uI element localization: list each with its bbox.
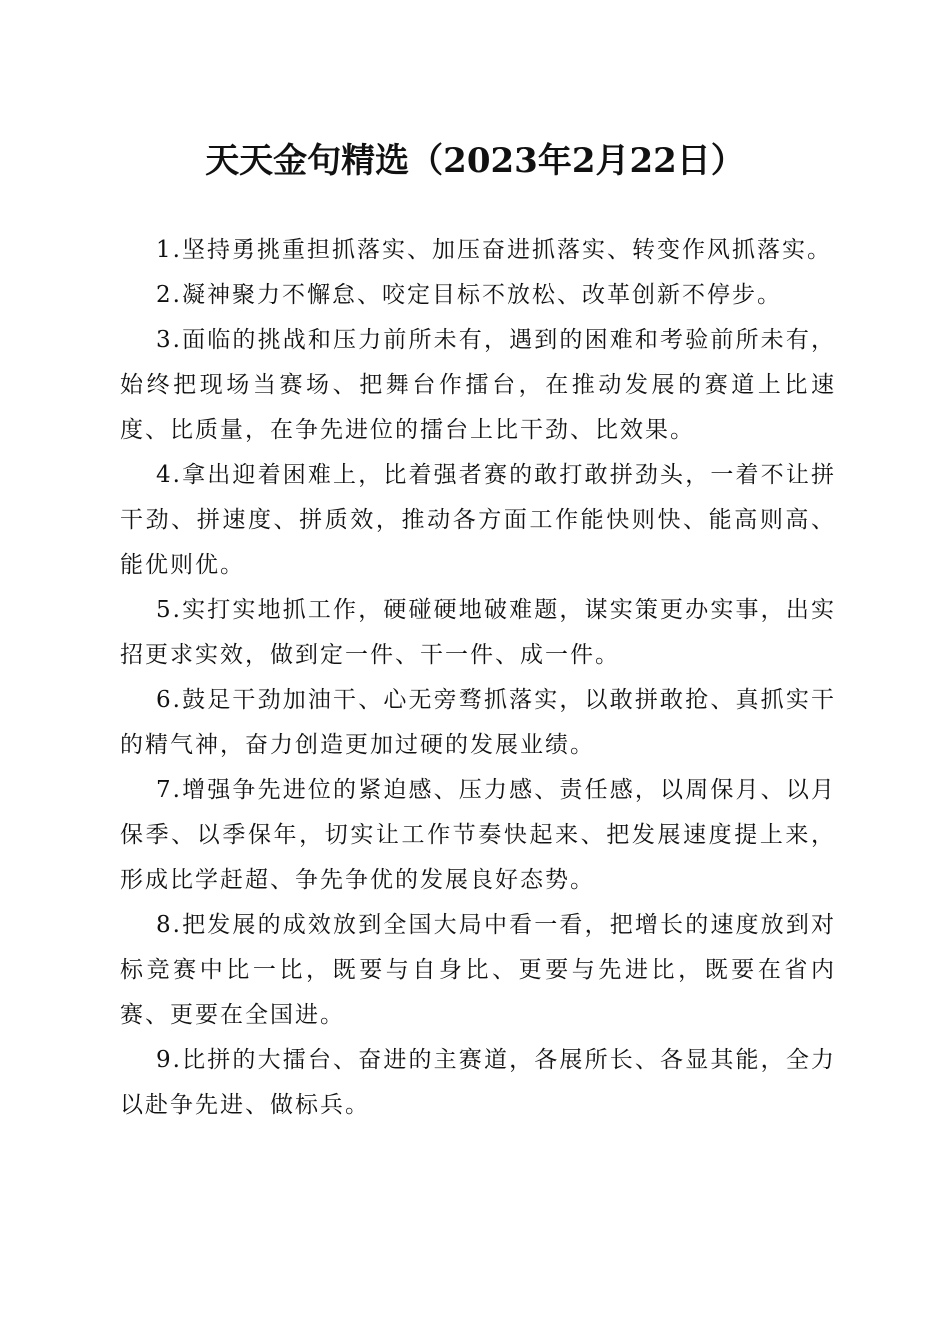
quote-item-4: 4.拿出迎着困难上，比着强者赛的敢打敢拼劲头，一着不让拼干劲、拼速度、拼质效，推动各方面工作能快则快、能高则高、能优则优。 [120,462,836,578]
quote-item-7: 7.增强争先进位的紧迫感、压力感、责任感，以周保月、以月保季、以季保年，切实让工作节奏快起来、把发展速度提上来，形成比学赶超、争先争优的发展良好态势。 [120,777,836,893]
quote-item-9: 9.比拼的大擂台、奋进的主赛道，各展所长、各显其能，全力以赴争先进、做标兵。 [120,1047,836,1118]
quote-list [120,228,836,1128]
quote-item-6: 6.鼓足干劲加油干、心无旁骛抓落实，以敢拼敢抢、真抓实干的精气神，奋力创造更加过硬的发展业绩。 [120,687,836,758]
quote-item-1: 1.坚持勇挑重担抓落实、加压奋进抓落实、转变作风抓落实。 [156,237,832,263]
quote-item-2: 2.凝神聚力不懈怠、咬定目标不放松、改革创新不停步。 [156,282,782,308]
page-title: 天天金句精选（2023年2月22日） [205,141,745,181]
quote-item-8: 8.把发展的成效放到全国大局中看一看，把增长的速度放到对标竞赛中比一比，既要与自身比、更要与先进比，既要在省内赛、更要在全国进。 [120,912,836,1028]
quote-item-5: 5.实打实地抓工作，硬碰硬地破难题，谋实策更办实事，出实招更求实效，做到定一件、干一件、成一件。 [120,597,836,668]
quote-item-3: 3.面临的挑战和压力前所未有，遇到的困难和考验前所未有，始终把现场当赛场、把舞台作擂台，在推动发展的赛道上比速度、比质量，在争先进位的擂台上比干劲、比效果。 [120,327,836,443]
